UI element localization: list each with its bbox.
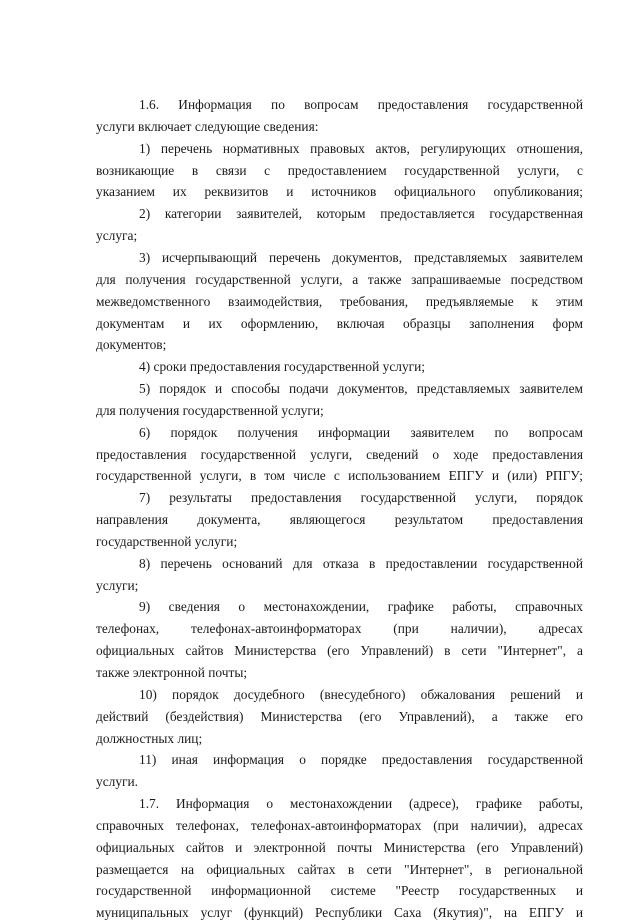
paragraph-1-7-line: размещается на официальных сайтах в сети "Интернет", в региональной: [96, 862, 583, 877]
list-item-9-line: 9) сведения о местонахождении, графике работы, справочных: [139, 599, 583, 614]
list-item-3-line: документам и их оформлению, включая образцы заполнения форм: [96, 316, 583, 331]
paragraph-1-6-line: услуги включает следующие сведения:: [96, 119, 319, 134]
list-item-7-line: 7) результаты предоставления государственной услуги, порядок: [139, 490, 583, 505]
list-item-3-line: 3) исчерпывающий перечень документов, представляемых заявителем: [139, 250, 583, 265]
paragraph-1-7-line: 1.7. Информация о местонахождении (адресе), графике работы,: [139, 796, 583, 811]
list-item-6-line: 6) порядок получения информации заявителем по вопросам: [139, 425, 583, 440]
list-item-2-line: 2) категории заявителей, которым предоставляется государственная: [139, 206, 583, 221]
paragraph-1-7-line: государственной информационной системе "Реестр государственных и: [96, 883, 583, 898]
list-item-3-line: документов;: [96, 337, 167, 352]
list-item-9-line: официальных сайтов Министерства (его Управлений) в сети "Интернет", а: [96, 643, 583, 658]
list-item-3-line: для получения государственной услуги, а также запрашиваемые посредством: [96, 272, 583, 287]
list-item-9-line: также электронной почты;: [96, 665, 248, 680]
list-item-7-line: направления документа, являющегося результатом предоставления: [96, 512, 583, 527]
list-item-2-line: услуга;: [96, 228, 138, 243]
list-item-1-line: указанием их реквизитов и источников официального опубликования;: [96, 184, 583, 199]
list-item-4-line: 4) сроки предоставления государственной услуги;: [139, 359, 426, 374]
paragraph-1-7-line: справочных телефонах, телефонах-автоинформаторах (при наличии), адресах: [96, 818, 583, 833]
paragraph-1-7-line: официальных сайтов и электронной почты Министерства (его Управлений): [96, 840, 583, 855]
list-item-1-line: 1) перечень нормативных правовых актов, регулирующих отношения,: [139, 141, 583, 156]
list-item-10-line: должностных лиц;: [96, 731, 203, 746]
list-item-10-line: действий (бездействия) Министерства (его Управлений), а также его: [96, 709, 583, 724]
list-item-7-line: государственной услуги;: [96, 534, 238, 549]
paragraph-1-6-line: 1.6. Информация по вопросам предоставления государственной: [139, 97, 583, 112]
list-item-3-line: межведомственного взаимодействия, требования, предъявляемые к этим: [96, 294, 583, 309]
list-item-9-line: телефонах, телефонах-автоинформаторах (при наличии), адресах: [96, 621, 583, 636]
list-item-6-line: предоставления государственной услуги, сведений о ходе предоставления: [96, 447, 583, 462]
list-item-8-line: услуги;: [96, 578, 139, 593]
list-item-6-line: государственной услуги, в том числе с использованием ЕПГУ и (или) РПГУ;: [96, 468, 583, 483]
list-item-11-line: услуги.: [96, 774, 139, 789]
list-item-5-line: для получения государственной услуги;: [96, 403, 324, 418]
list-item-11-line: 11) иная информация о порядке предоставления государственной: [139, 752, 583, 767]
list-item-1-line: возникающие в связи с предоставлением государственной услуги, с: [96, 163, 583, 178]
list-item-5-line: 5) порядок и способы подачи документов, представляемых заявителем: [139, 381, 583, 396]
list-item-10-line: 10) порядок досудебного (внесудебного) обжалования решений и: [139, 687, 583, 702]
list-item-8-line: 8) перечень оснований для отказа в предоставлении государственной: [139, 556, 583, 571]
paragraph-1-7-line: муниципальных услуг (функций) Республики Саха (Якутия)", на ЕПГУ и: [96, 905, 583, 920]
